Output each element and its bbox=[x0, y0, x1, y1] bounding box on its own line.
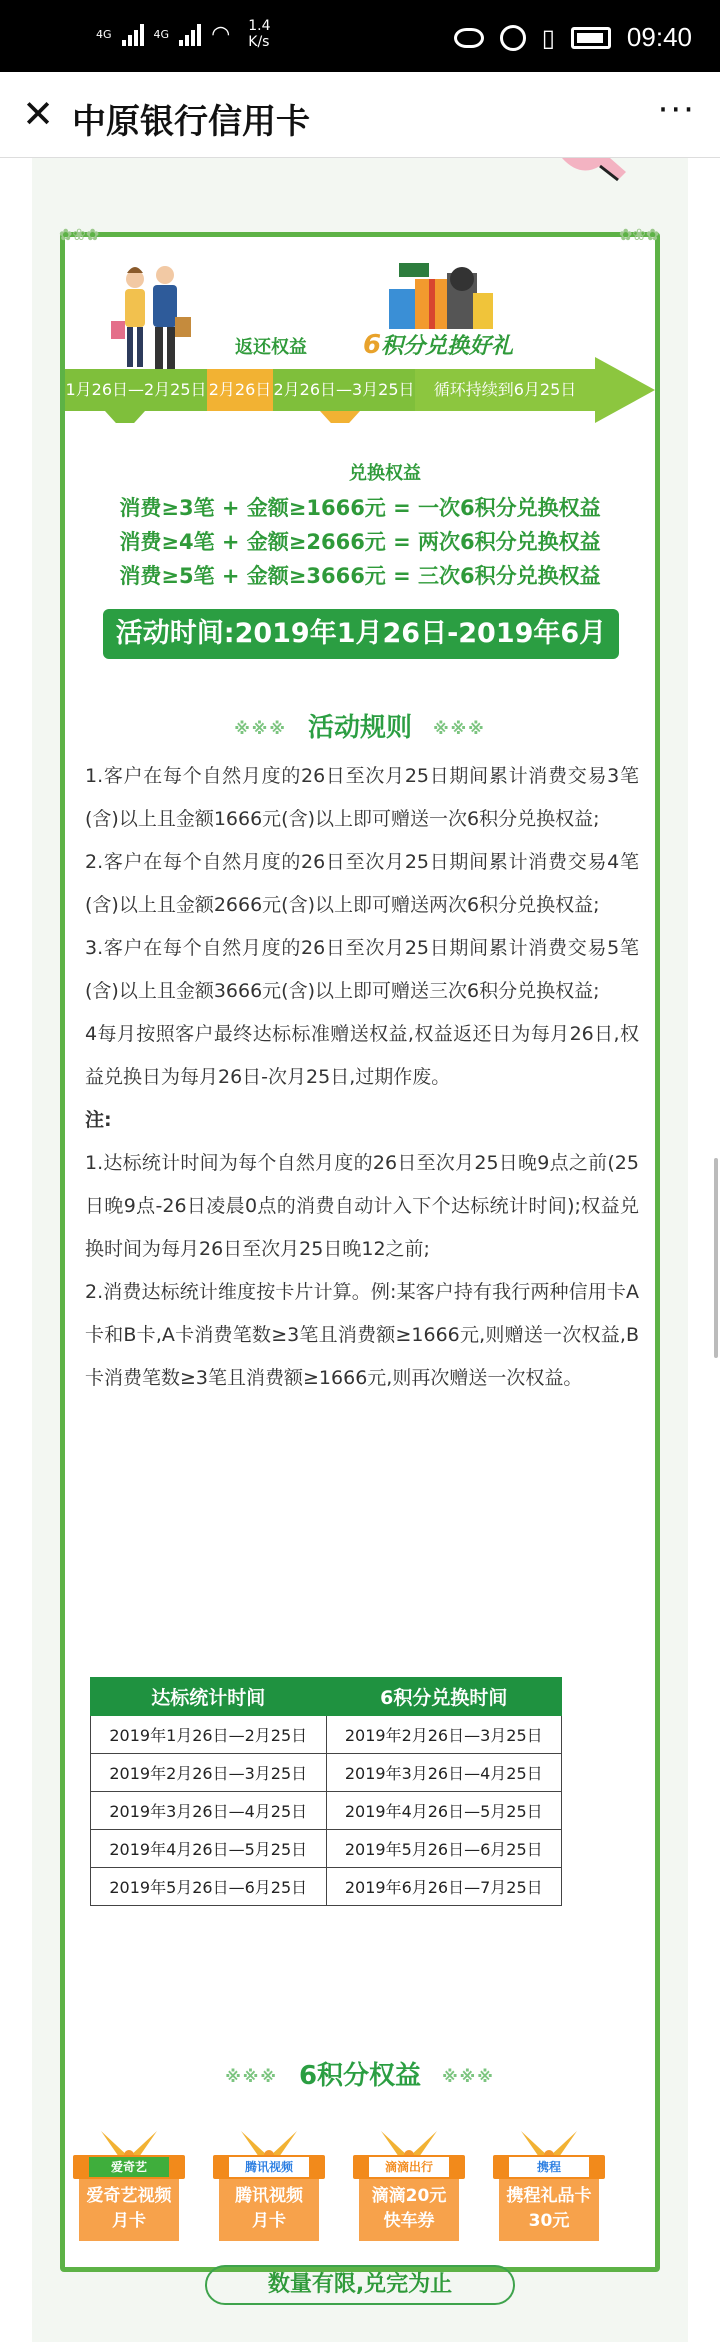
reward-card-iqiyi[interactable] bbox=[73, 2127, 185, 2231]
activity-period-banner: 活动时间:2019年1月26日-2019年6月25日 bbox=[103, 609, 619, 659]
stars-decoration-icon-left: ※※※ bbox=[225, 2067, 278, 2086]
rule-paragraph-3: 3.客户在每个自然月度的26日至次月25日期间累计消费交易5笔(含)以上且金额3666元(含)以上即可赠送三次6积分兑换权益; bbox=[85, 937, 639, 1002]
schedule-header-cell: 6积分兑换时间 bbox=[326, 1678, 562, 1716]
status-left bbox=[96, 18, 271, 50]
reward-line-2: 30元 bbox=[528, 2211, 570, 2231]
table-row bbox=[91, 1716, 562, 1754]
battery-icon bbox=[571, 27, 611, 49]
note-paragraph-1: 1.达标统计时间为每个自然月度的26日至次月25日晚9点之前(25日晚9点-26日凌晨0点的消费自动计入下个达标统计时间);权益兑换时间为每月26日至次月25日晚12之前; bbox=[85, 1152, 639, 1260]
status-bar bbox=[0, 0, 720, 72]
stars-decoration-icon-right: ※※※ bbox=[433, 719, 486, 738]
article-content[interactable] bbox=[0, 158, 720, 2342]
signal-label-2: 4G bbox=[153, 27, 170, 41]
limited-quantity-badge: 数量有限,兑完为止 bbox=[205, 2265, 515, 2305]
tier-list bbox=[65, 491, 655, 593]
flower-decoration-icon-left: ✿❀✿ bbox=[59, 225, 100, 244]
alarm-icon bbox=[500, 25, 526, 51]
table-cell: 2019年3月26日—4月25日 bbox=[326, 1754, 562, 1792]
brand-logo-didi-icon: 滴滴出行 bbox=[369, 2157, 449, 2177]
timeline-segment-1: 1月26日—2月25日 bbox=[65, 380, 207, 399]
rules-body bbox=[85, 755, 639, 1400]
tier-1: 消费≥3笔 + 金额≥1666元 = 一次6积分兑换权益 bbox=[119, 496, 601, 520]
clock: 09:40 bbox=[626, 22, 692, 52]
close-button[interactable] bbox=[18, 94, 58, 134]
rule-paragraph-2: 2.客户在每个自然月度的26日至次月25日期间累计消费交易4笔(含)以上且金额2666元(含)以上即可赠送两次6积分兑换权益; bbox=[85, 851, 639, 916]
reward-card-didi[interactable] bbox=[353, 2127, 465, 2231]
table-row bbox=[91, 1830, 562, 1868]
rewards-title-text: 6积分权益 bbox=[298, 2061, 422, 2091]
rewards-list bbox=[65, 2127, 655, 2237]
brand-logo-iqiyi-icon: 爱奇艺 bbox=[89, 2157, 169, 2177]
stars-decoration-icon-right: ※※※ bbox=[442, 2067, 495, 2086]
close-icon: ✕ bbox=[22, 92, 54, 136]
promo-headline bbox=[363, 329, 513, 360]
rewards-section-title bbox=[65, 2055, 655, 2092]
flower-decoration-icon-right: ✿❀✿ bbox=[619, 225, 660, 244]
table-row bbox=[91, 1868, 562, 1906]
table-cell: 2019年4月26日—5月25日 bbox=[326, 1792, 562, 1830]
reward-line-2: 快车券 bbox=[383, 2211, 435, 2231]
tier-3: 消费≥5笔 + 金额≥3666元 = 三次6积分兑换权益 bbox=[119, 564, 601, 588]
signal-label-1: 4G bbox=[96, 27, 112, 41]
reward-line-1: 爱奇艺视频 bbox=[86, 2186, 172, 2206]
reward-line-1: 携程礼品卡 bbox=[506, 2186, 592, 2206]
eye-icon bbox=[454, 28, 484, 48]
reward-line-2: 月卡 bbox=[112, 2211, 146, 2231]
more-options-button[interactable] bbox=[658, 90, 696, 130]
reward-line-1: 滴滴20元 bbox=[371, 2186, 447, 2206]
table-cell: 2019年2月26日—3月25日 bbox=[91, 1754, 327, 1792]
stars-decoration-icon-left: ※※※ bbox=[234, 719, 287, 738]
table-row bbox=[91, 1754, 562, 1792]
table-cell: 2019年3月26日—4月25日 bbox=[91, 1792, 327, 1830]
note-paragraph-2: 2.消费达标统计维度按卡片计算。例:某客户持有我行两种信用卡A卡和B卡,A卡消费笔数≥3笔且消费额≥1666元,则赠送一次权益,B卡消费笔数≥3笔且消费额≥1666元,则再次赠送一次权益。 bbox=[85, 1281, 639, 1389]
promo-headline-text: 积分兑换好礼 bbox=[381, 334, 514, 359]
schedule-header-cell: 达标统计时间 bbox=[91, 1678, 327, 1716]
reward-line-1: 腾讯视频 bbox=[235, 2186, 303, 2206]
reward-line-2: 月卡 bbox=[252, 2211, 286, 2231]
table-cell: 2019年5月26日—6月25日 bbox=[91, 1868, 327, 1906]
reward-card-tencent[interactable] bbox=[213, 2127, 325, 2231]
schedule-header-row bbox=[91, 1678, 562, 1716]
rules-title-text: 活动规则 bbox=[307, 713, 412, 743]
timeline-segment-4: 循环持续到6月25日 bbox=[433, 380, 577, 399]
vibrate-icon: ▯ bbox=[541, 23, 555, 52]
signal-icon-2 bbox=[179, 22, 201, 46]
reward-label bbox=[79, 2179, 179, 2241]
brand-logo-tencent-icon: 腾讯视频 bbox=[229, 2157, 309, 2177]
more-icon: ··· bbox=[657, 90, 696, 130]
reward-label bbox=[219, 2179, 319, 2241]
reward-label bbox=[499, 2179, 599, 2241]
promo-card bbox=[59, 225, 660, 2297]
exchange-benefit-label: 兑换权益 bbox=[349, 463, 421, 484]
rules-section-title bbox=[65, 707, 655, 744]
network-speed bbox=[248, 18, 270, 50]
rule-paragraph-1: 1.客户在每个自然月度的26日至次月25日期间累计消费交易3笔(含)以上且金额1666元(含)以上即可赠送一次6积分兑换权益; bbox=[85, 765, 639, 830]
speed-unit: K/s bbox=[248, 34, 270, 50]
title-bar bbox=[0, 72, 720, 158]
table-cell: 2019年4月26日—5月25日 bbox=[91, 1830, 327, 1868]
scrollbar[interactable] bbox=[714, 1158, 718, 1358]
timeline-segment-3: 2月26日—3月25日 bbox=[273, 380, 415, 399]
table-cell: 2019年5月26日—6月25日 bbox=[326, 1830, 562, 1868]
promo-headline-number: 6 bbox=[363, 330, 382, 360]
table-row bbox=[91, 1792, 562, 1830]
rule-paragraph-4: 4每月按照客户最终达标标准赠送权益,权益返还日为每月26日,权益兑换日为每月26日-次月25日,过期作废。 bbox=[85, 1023, 639, 1088]
note-title: 注: bbox=[85, 1109, 112, 1131]
page-title: 中原银行信用卡 bbox=[72, 102, 310, 142]
reward-card-ctrip[interactable] bbox=[493, 2127, 605, 2231]
gifts-illustration-icon bbox=[385, 259, 495, 335]
return-benefit-label: 返还权益 bbox=[235, 337, 307, 358]
table-cell: 2019年1月26日—2月25日 bbox=[91, 1716, 327, 1754]
tier-2: 消费≥4笔 + 金额≥2666元 = 两次6积分兑换权益 bbox=[119, 530, 601, 554]
schedule-table bbox=[90, 1677, 562, 1906]
signal-icon-1 bbox=[122, 22, 144, 46]
decoration-ribbon-icon bbox=[560, 158, 630, 182]
status-right bbox=[454, 22, 692, 53]
wifi-icon: ◠ bbox=[211, 21, 231, 47]
speed-value: 1.4 bbox=[248, 18, 271, 34]
timeline-segment-2: 2月26日 bbox=[208, 380, 272, 399]
table-cell: 2019年6月26日—7月25日 bbox=[326, 1868, 562, 1906]
brand-logo-ctrip-icon: 携程 bbox=[509, 2157, 589, 2177]
reward-label bbox=[359, 2179, 459, 2241]
table-cell: 2019年2月26日—3月25日 bbox=[326, 1716, 562, 1754]
